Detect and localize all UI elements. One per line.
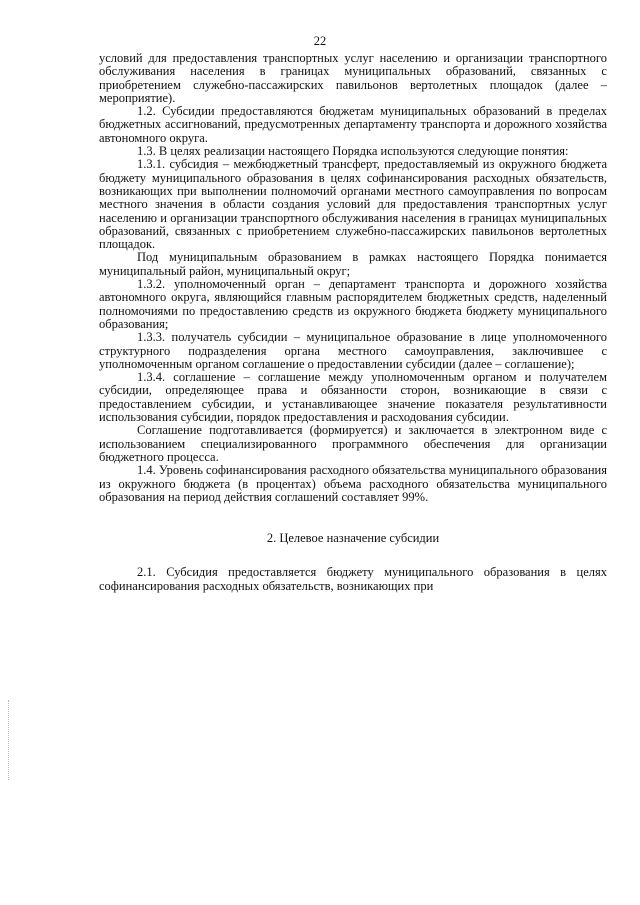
paragraph-agreement-electronic: Соглашение подготавливается (формируется) и заключается в электронном виде с использованием специализированного программного обеспечения для организации бюджетного процесса.: [99, 423, 607, 464]
scan-edge-mark: [8, 700, 10, 780]
paragraph-1-3-3: 1.3.3. получатель субсидии – муниципальное образование в лице уполномоченного структурного подразделения органа местного самоуправления, заключившее с уполномоченным органом соглашение о предоставлении субсидии (далее – соглашение);: [99, 330, 607, 371]
paragraph-continuation: условий для предоставления транспортных услуг населению и организации транспортного обслуживания населения в границах муниципальных образований, связанных с приобретением служебно-пассажирских павильонов вертолетных площадок (далее – мероприятие).: [99, 51, 607, 105]
paragraph-2-1: 2.1. Субсидия предоставляется бюджету муниципального образования в целях софинансирования расходных обязательств, возникающих при: [99, 565, 607, 593]
paragraph-1-3-2: 1.3.2. уполномоченный орган – департамент транспорта и дорожного хозяйства автономного округа, являющийся главным распорядителем бюджетных средств, наделенный полномочиями по предоставлению средств из окружного бюджета бюджету муниципального образования;: [99, 277, 607, 331]
paragraph-municipal-definition: Под муниципальным образованием в рамках настоящего Порядка понимается муниципальный район, муниципальный округ;: [99, 250, 607, 278]
paragraph-1-3-4: 1.3.4. соглашение – соглашение между уполномоченным органом и получателем субсидии, определяющее права и обязанности сторон, возникающие в связи с предоставлением субсидии, и устанавливающее значение показателя результативности использования субсидии, порядок предоставления и расходования субсидии.: [99, 370, 607, 425]
page-number: 22: [313, 34, 327, 48]
paragraph-1-2: 1.2. Субсидии предоставляются бюджетам муниципальных образований в пределах бюджетных ассигнований, предусмотренных департаменту транспорта и дорожного хозяйства автономного округа.: [99, 104, 607, 145]
paragraph-1-3-1: 1.3.1. субсидия – межбюджетный трансферт, предоставляемый из окружного бюджета бюджету муниципального образования в целях софинансирования расходных обязательств, возникающих при выполнении полномочий органами местного самоуправления по вопросам местного значения в области создания условий для предоставления транспортных услуг населению и организации транспортного обслуживания населения в границах муниципальных образований, связанных с приобретением служебно-пассажирских павильонов вертолетных площадок.: [99, 157, 607, 252]
paragraph-1-3: 1.3. В целях реализации настоящего Порядка используются следующие понятия:: [137, 144, 569, 159]
document-body: [99, 52, 607, 593]
paragraph-1-4: 1.4. Уровень софинансирования расходного обязательства муниципального образования из окружного бюджета (в процентах) объема расходного обязательства муниципального образования на период действия соглашений составляет 99%.: [99, 463, 607, 504]
section-heading: 2. Целевое назначение субсидии: [266, 531, 440, 546]
